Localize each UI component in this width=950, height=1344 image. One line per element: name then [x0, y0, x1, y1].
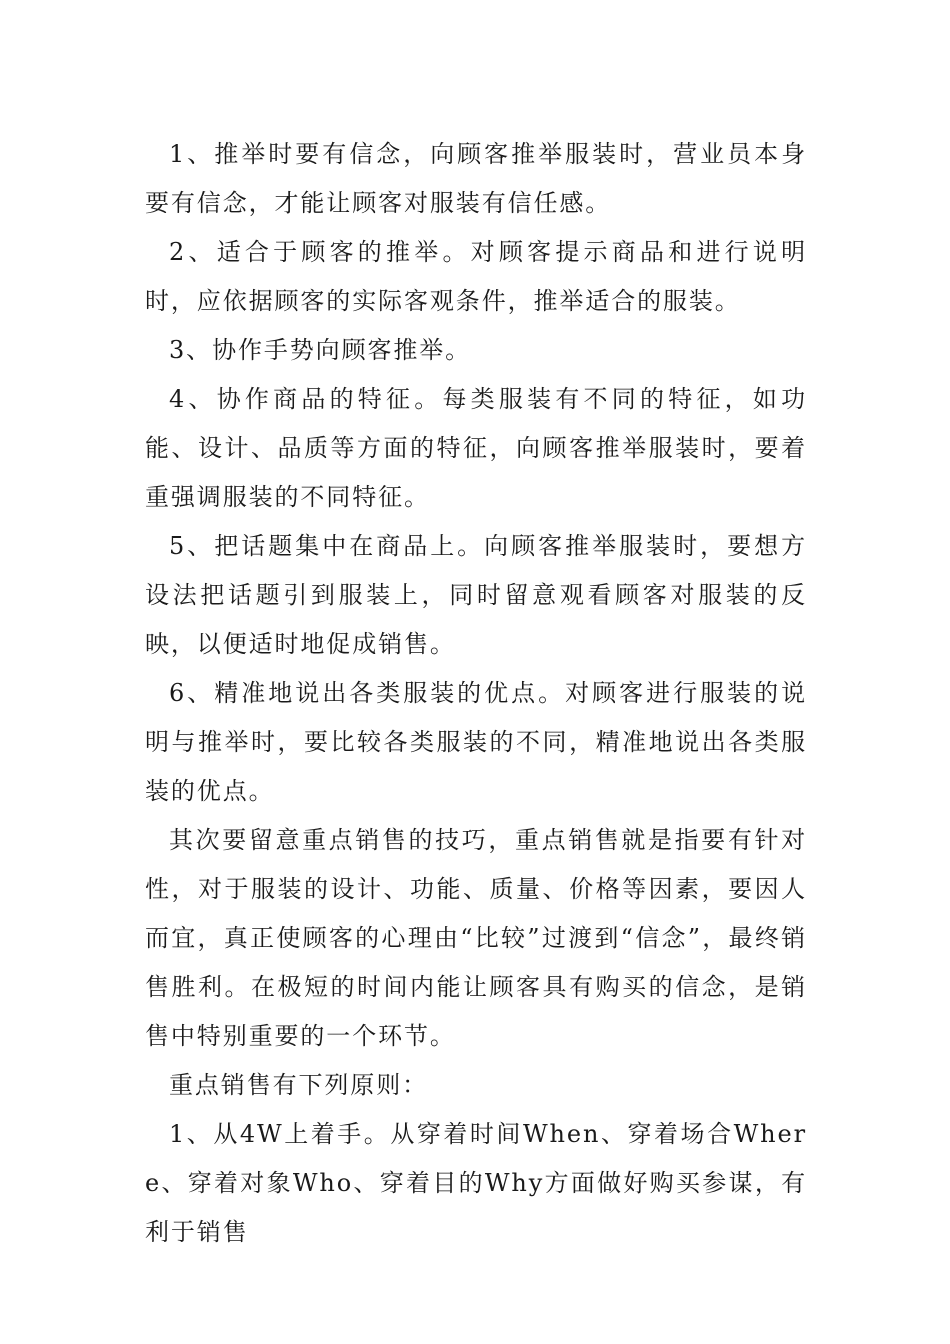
paragraph-focus-topic: 5、把话题集中在商品上。向顾客推举服装时，要想方设法把话题引到服装上，同时留意观看顾客对服装的反映，以便适时地促成销售。 [145, 532, 807, 658]
document-body [145, 130, 807, 1257]
paragraph-advantages: 6、精准地说出各类服装的优点。对顾客进行服装的说明与推举时，要比较各类服装的不同，精准地说出各类服装的优点。 [145, 679, 807, 805]
paragraph-4w: 1、从4W上着手。从穿着时间When、穿着场合Where、穿着对象Who、穿着目的Why方面做好购买参谋，有利于销售 [145, 1120, 807, 1246]
paragraph-gesture: 3、协作手势向顾客推举。 [169, 336, 472, 364]
paragraph-principles-heading: 重点销售有下列原则： [169, 1071, 428, 1099]
paragraph-product-features: 4、协作商品的特征。每类服装有不同的特征，如功能、设计、品质等方面的特征，向顾客推举服装时，要着重强调服装的不同特征。 [145, 385, 807, 511]
paragraph-key-selling-skills: 其次要留意重点销售的技巧，重点销售就是指要有针对性，对于服装的设计、功能、质量、价格等因素，要因人而宜，真正使顾客的心理由“比较”过渡到“信念”，最终销售胜利。在极短的时间内能让顾客具有购买的信念，是销售中特别重要的一个环节。 [145, 826, 807, 1050]
paragraph-suit-customer: 2、适合于顾客的推举。对顾客提示商品和进行说明时，应依据顾客的实际客观条件，推举适合的服装。 [145, 238, 807, 315]
paragraph-recommend-confidence: 1、推举时要有信念，向顾客推举服装时，营业员本身要有信念，才能让顾客对服装有信任感。 [145, 140, 807, 217]
